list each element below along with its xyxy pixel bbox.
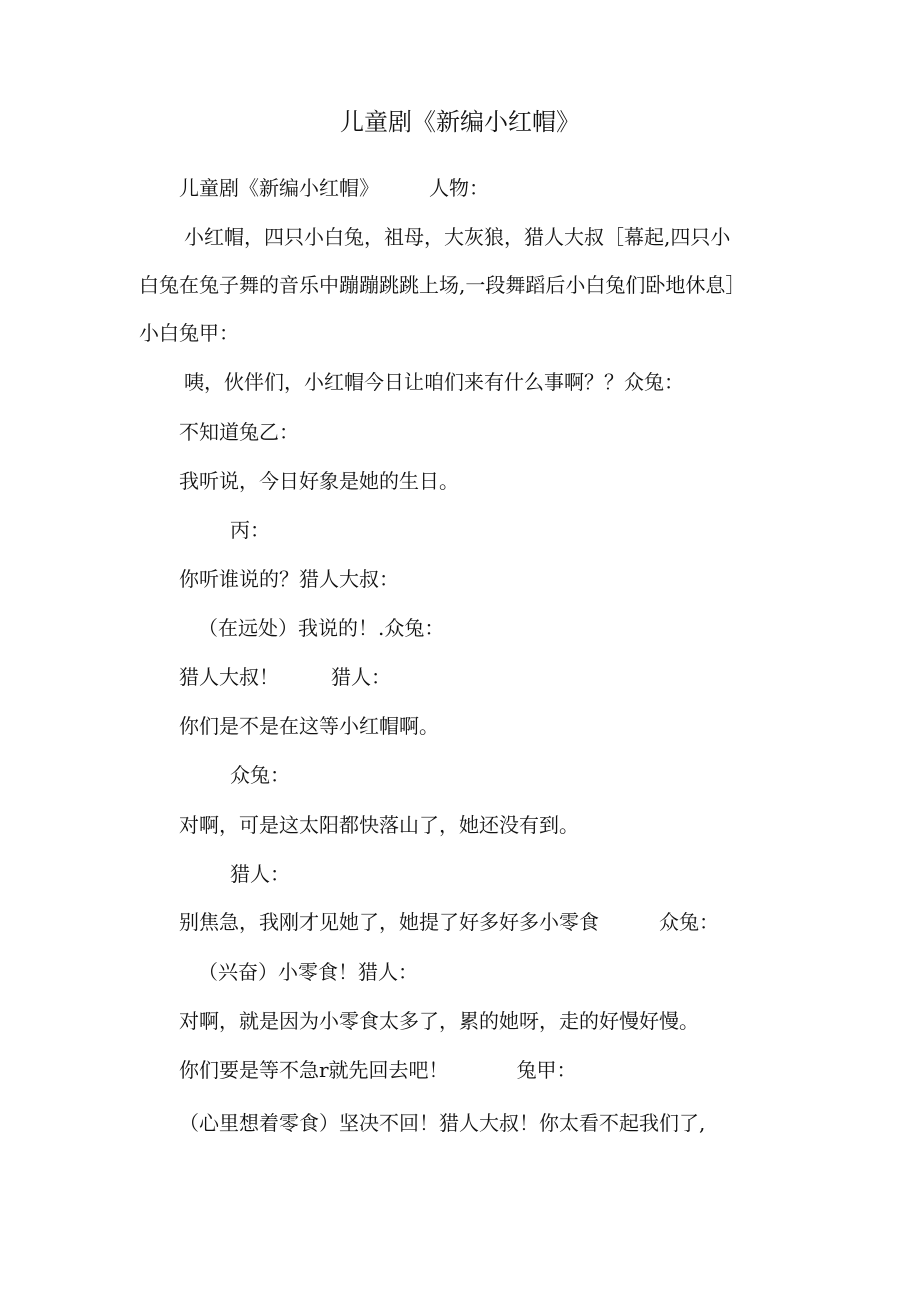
text-line-15: 猎人：	[230, 862, 290, 886]
text-line-16-part-b: 众兔：	[659, 910, 719, 934]
text-line-11	[179, 663, 391, 691]
text-line-1-part-b: 人物：	[429, 176, 489, 200]
text-line-19-part-b: 兔甲：	[516, 1058, 577, 1082]
document-title: 儿童剧《新编小红帽》	[340, 108, 580, 136]
text-line-18: 对啊，就是因为小零食太多了，累的她呀，走的好慢好慢。	[179, 1009, 699, 1033]
text-line-11-part-a: 猎人大叔！	[179, 665, 279, 689]
text-line-3: 白兔在兔子舞的音乐中蹦蹦跳跳上场,一段舞蹈后小白兔们卧地休息］	[139, 273, 746, 297]
text-line-7: 我听说，今日好象是她的生日。	[179, 469, 459, 493]
text-line-19-part-a: 你们要是等不急r就先回去吧！	[179, 1058, 449, 1082]
text-line-17: （兴奋）小零食！猎人：	[198, 960, 418, 984]
text-line-14: 对啊，可是这太阳都快落山了，她还没有到。	[179, 813, 579, 837]
text-line-16-part-a: 别焦急，我刚才见她了，她提了好多好多小零食	[179, 910, 599, 934]
text-line-1	[179, 174, 489, 202]
text-line-16	[179, 908, 719, 936]
text-line-19	[179, 1056, 577, 1084]
text-line-20: （心里想着零食）坚决不回！猎人大叔！你太看不起我们了,	[179, 1111, 706, 1135]
text-line-11-part-b: 猎人：	[331, 665, 391, 689]
text-line-9: 你听谁说的？猎人大叔：	[179, 567, 399, 591]
text-line-10: （在远处）我说的！.众兔：	[198, 616, 445, 640]
text-line-4: 小白兔甲：	[139, 321, 239, 345]
text-line-8: 丙：	[230, 518, 270, 542]
text-line-1-part-a: 儿童剧《新编小红帽》	[179, 176, 379, 200]
text-line-2: 小红帽，四只小白兔，祖母，大灰狼，猎人大叔［幕起,四只小	[184, 225, 731, 249]
text-line-13: 众兔：	[230, 763, 290, 787]
text-line-6: 不知道兔乙：	[179, 420, 299, 444]
text-line-12: 你们是不是在这等小红帽啊。	[179, 714, 439, 738]
text-line-5: 咦，伙伴们，小红帽今日让咱们来有什么事啊？？众兔：	[184, 370, 684, 394]
